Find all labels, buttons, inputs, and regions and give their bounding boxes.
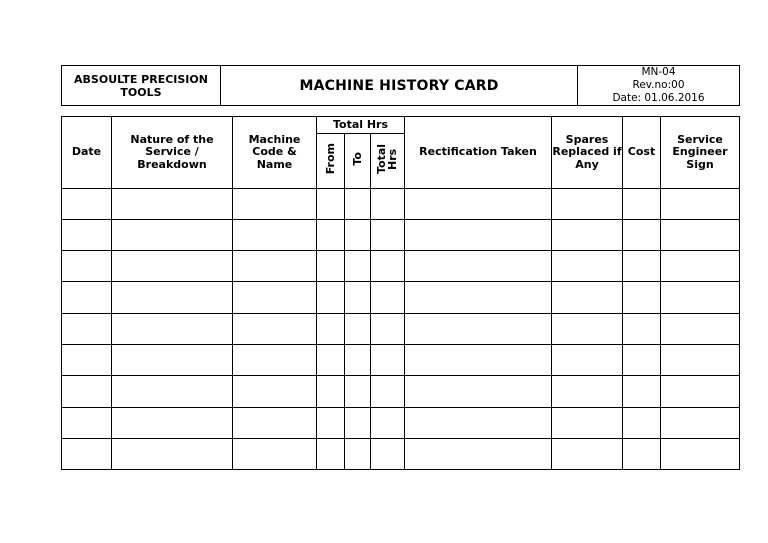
table-cell[interactable] [405,219,552,250]
col-to-label: To [351,152,364,166]
table-cell[interactable] [112,344,233,375]
table-cell[interactable] [233,313,317,344]
col-machine-code: Machine Code & Name [233,117,317,189]
col-to [345,134,371,189]
table-cell[interactable] [112,376,233,407]
revision-number: Rev.no:00 [632,79,685,91]
table-cell[interactable] [405,188,552,219]
table-cell[interactable] [623,313,661,344]
table-cell[interactable] [233,282,317,313]
table-cell[interactable] [371,188,405,219]
header-table [61,65,740,106]
table-row [62,407,740,438]
table-cell[interactable] [62,376,112,407]
history-table [61,116,740,470]
table-row [62,219,740,250]
col-total-hrs [371,134,405,189]
table-cell[interactable] [233,251,317,282]
col-total-hrs-label: Total Hrs [374,143,399,175]
table-cell[interactable] [371,438,405,469]
table-cell[interactable] [661,376,740,407]
table-cell[interactable] [62,313,112,344]
document-title: MACHINE HISTORY CARD [221,66,578,106]
table-cell[interactable] [62,251,112,282]
table-cell[interactable] [661,251,740,282]
col-engineer-sign: Service Engineer Sign [661,117,740,189]
document-number: MN-04 [641,66,676,78]
table-cell[interactable] [233,407,317,438]
table-row [62,251,740,282]
table-cell[interactable] [661,438,740,469]
table-cell[interactable] [233,344,317,375]
table-row [62,376,740,407]
table-cell[interactable] [623,438,661,469]
table-cell[interactable] [345,438,371,469]
table-cell[interactable] [661,188,740,219]
table-cell[interactable] [661,344,740,375]
table-cell[interactable] [405,344,552,375]
table-cell[interactable] [371,313,405,344]
col-spares: Spares Replaced if Any [552,117,623,189]
table-cell[interactable] [112,282,233,313]
table-cell[interactable] [345,407,371,438]
table-cell[interactable] [345,376,371,407]
table-cell[interactable] [317,251,345,282]
table-cell[interactable] [661,313,740,344]
table-cell[interactable] [623,219,661,250]
table-cell[interactable] [405,313,552,344]
table-cell[interactable] [62,219,112,250]
table-cell[interactable] [371,282,405,313]
table-cell[interactable] [233,438,317,469]
table-cell[interactable] [371,219,405,250]
table-cell[interactable] [62,407,112,438]
table-cell[interactable] [552,282,623,313]
table-row [62,313,740,344]
table-cell[interactable] [552,438,623,469]
col-nature-of-service: Nature of the Service / Breakdown [112,117,233,189]
table-cell[interactable] [552,251,623,282]
table-cell[interactable] [371,376,405,407]
table-cell[interactable] [62,344,112,375]
table-row [62,188,740,219]
table-cell[interactable] [345,219,371,250]
table-cell[interactable] [552,219,623,250]
table-cell[interactable] [233,188,317,219]
table-cell[interactable] [405,282,552,313]
document-info [578,66,740,106]
table-row [62,438,740,469]
table-cell[interactable] [405,376,552,407]
table-cell[interactable] [112,188,233,219]
table-cell[interactable] [623,188,661,219]
table-cell[interactable] [317,282,345,313]
table-cell[interactable] [623,376,661,407]
table-cell[interactable] [552,344,623,375]
table-cell[interactable] [233,219,317,250]
table-cell[interactable] [623,344,661,375]
table-cell[interactable] [405,407,552,438]
table-cell[interactable] [317,344,345,375]
col-date: Date [62,117,112,189]
table-row [62,282,740,313]
table-cell[interactable] [345,313,371,344]
table-cell[interactable] [317,313,345,344]
table-cell[interactable] [623,407,661,438]
table-cell[interactable] [405,438,552,469]
table-cell[interactable] [62,188,112,219]
table-cell[interactable] [112,219,233,250]
table-body [62,188,740,470]
table-cell[interactable] [371,344,405,375]
col-total-hrs-group: Total Hrs [317,117,405,134]
table-cell[interactable] [345,188,371,219]
table-cell[interactable] [661,282,740,313]
document-date: Date: 01.06.2016 [612,92,705,104]
table-cell[interactable] [112,438,233,469]
table-cell[interactable] [62,282,112,313]
table-cell[interactable] [661,407,740,438]
table-cell[interactable] [345,282,371,313]
table-cell[interactable] [317,438,345,469]
table-row [62,344,740,375]
table-cell[interactable] [405,251,552,282]
table-cell[interactable] [552,376,623,407]
company-name: ABSOULTE PRECISION TOOLS [62,66,221,106]
table-cell[interactable] [112,251,233,282]
col-rectification: Rectification Taken [405,117,552,189]
table-cell[interactable] [552,188,623,219]
table-cell[interactable] [371,407,405,438]
table-cell[interactable] [112,407,233,438]
col-cost: Cost [623,117,661,189]
table-cell[interactable] [317,376,345,407]
table-cell[interactable] [317,188,345,219]
table-cell[interactable] [371,251,405,282]
table-cell[interactable] [317,407,345,438]
table-cell[interactable] [552,407,623,438]
col-from-label: From [324,143,337,175]
table-cell[interactable] [623,282,661,313]
table-cell[interactable] [317,219,345,250]
table-cell[interactable] [345,251,371,282]
table-cell[interactable] [233,376,317,407]
table-cell[interactable] [112,313,233,344]
table-cell[interactable] [345,344,371,375]
col-from [317,134,345,189]
table-cell[interactable] [552,313,623,344]
table-cell[interactable] [623,251,661,282]
table-cell[interactable] [661,219,740,250]
table-cell[interactable] [62,438,112,469]
